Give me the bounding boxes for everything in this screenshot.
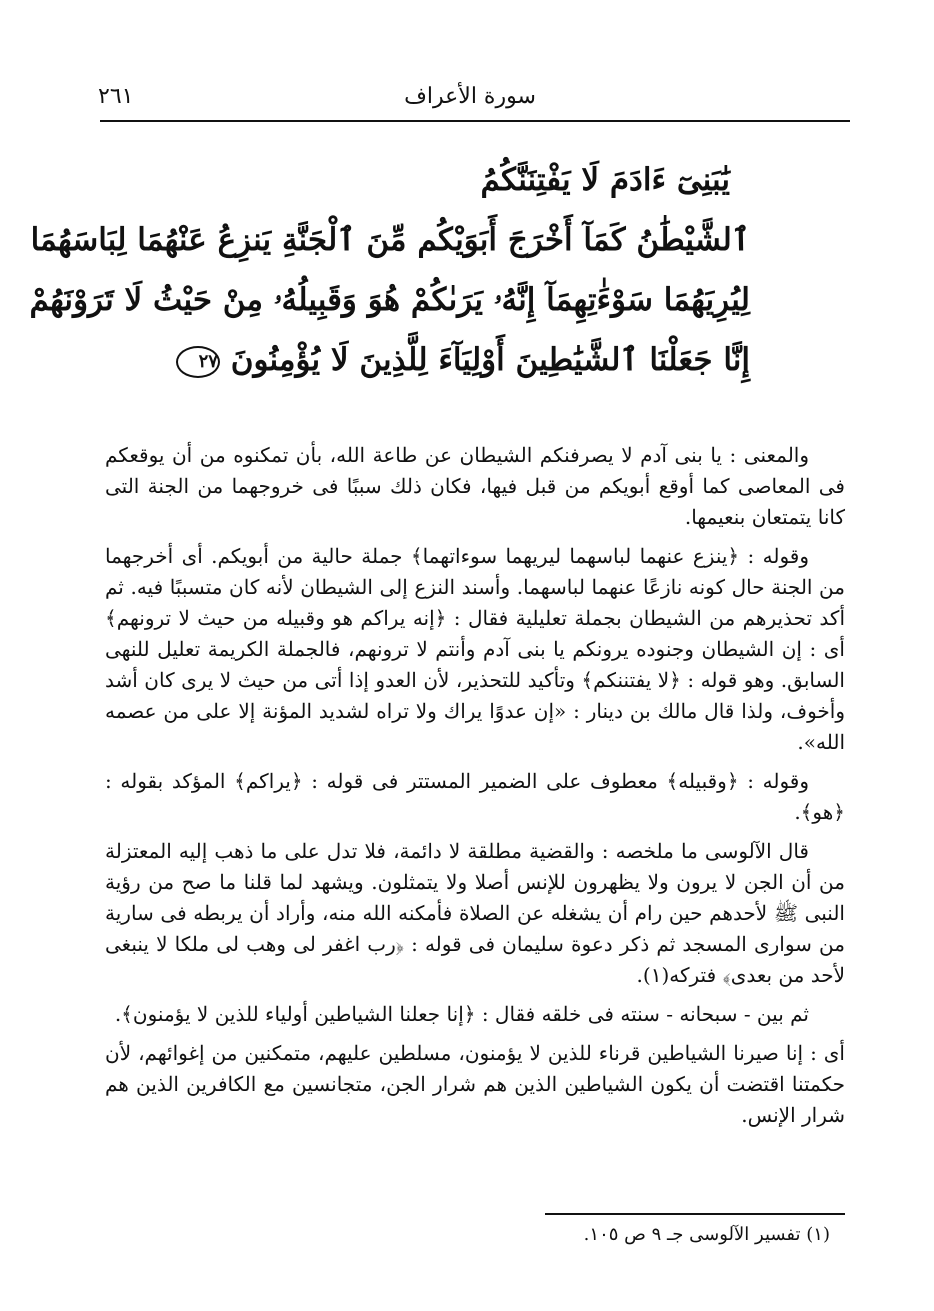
quran-verse <box>29 150 750 390</box>
verse-line-4 <box>170 330 750 390</box>
verse-line-2: ٱلشَّيْطَٰنُ كَمَآ أَخْرَجَ أَبَوَيْكُم مِّنَ ٱلْجَنَّةِ يَنزِعُ عَنْهُمَا لِبَاسَهُمَا <box>30 222 750 258</box>
commentary-paragraph-1: والمعنى : يا بنى آدم لا يصرفنكم الشيطان عن طاعة الله، بأن تمكنوه من أن يوقعكم فى المعاصى كما أوقع أبويكم من قبل فيها، فكان ذلك سببًا فى خروجهما من الجنة التى كانا يتمتعان بنعيمها. <box>105 443 845 529</box>
header-divider <box>100 120 850 122</box>
commentary-paragraph-6: أى : إنا صيرنا الشياطين قرناء للذين لا يؤمنون، مسلطين عليهم، متمكنين من إغوائهم، لأن حكمتنا اقتضت أن يكون الشياطين الذين هم شرار الجن، متجانسين مع الكافرين الذين هم شرار الإنس. <box>105 1041 845 1127</box>
verse-line-4-text: إِنَّا جَعَلْنَا ٱلشَّيَٰطِينَ أَوْلِيَآءَ لِلَّذِينَ لَا يُؤْمِنُونَ <box>230 342 750 378</box>
ayah-number-marker: ٢٧ <box>176 346 220 378</box>
page-number: ٢٦١ <box>98 84 134 109</box>
verse-line-3: لِيُرِيَهُمَا سَوْءَٰتِهِمَآ إِنَّهُۥ يَرَىٰكُمْ هُوَ وَقَبِيلُهُۥ مِنْ حَيْثُ لَا تَرَوْنَهُمْ <box>29 282 750 318</box>
commentary-paragraph-2: وقوله : ﴿ينزع عنهما لباسهما ليريهما سوءاتهما﴾ جملة حالية من أبويكم. أى أخرجهما من الجنة حال كونه نازعًا عنهما لباسهما. وأسند النزع إلى الشيطان لأنه كان متسببًا فيه. ثم أكد تحذيرهم من الشيطان بجملة تعليلية فقال : ﴿إنه يراكم هو وقبيله من حيث لا ترونهم﴾ أى : إن الشيطان وجنوده يرونكم يا بنى آدم وأنتم لا ترونهم، فالجملة الكريمة تعليل للنهى السابق. وهو قوله : ﴿لا يفتننكم﴾ وتأكيد للتحذير، لأن العدو إذا أتى من حيث لا يرى كان أشد وأخوف، ولذا قال مالك بن دينار : «إن عدوًا يراك ولا تراه لشديد المؤنة إلا على من عصمه الله». <box>105 544 845 754</box>
commentary-paragraph-3: وقوله : ﴿وقبيله﴾ معطوف على الضمير المستتر فى قوله : ﴿يراكم﴾ المؤكد بقوله : ﴿هو﴾. <box>105 769 845 824</box>
commentary-paragraph-5: ثم بين - سبحانه - سنته فى خلقه فقال : ﴿إنا جعلنا الشياطين أولياء للذين لا يؤمنون﴾. <box>114 1002 809 1026</box>
commentary-paragraph-4: قال الآلوسى ما ملخصه : والقضية مطلقة لا دائمة، فلا تدل على ما ذهب إليه المعتزلة من أن الجن لا يرون ولا يظهرون للإنس أصلا ولا يتمثلون. ويشهد لما قلنا ما صح من رؤية النبى ﷺ لأحدهم حين رام أن يشغله عن الصلاة فأمكنه الله منه، وأراد أن يربطه فى سارية من سوارى المسجد ثم ذكر دعوة سليمان فى قوله : ﴿رب اغفر لى وهب لى ملكا لا ينبغى لأحد من بعدى﴾ فتركه(١). <box>105 839 845 987</box>
surah-title: سورة الأعراف <box>404 84 536 109</box>
page-header <box>90 82 850 122</box>
commentary <box>105 440 845 1139</box>
footnote: (١) تفسير الآلوسى جـ ٩ ص ١٠٥. <box>583 1224 830 1245</box>
footnote-divider <box>545 1213 845 1215</box>
verse-line-1: يَٰبَنِىٓ ءَادَمَ لَا يَفْتِنَنَّكُمُ <box>480 162 730 198</box>
